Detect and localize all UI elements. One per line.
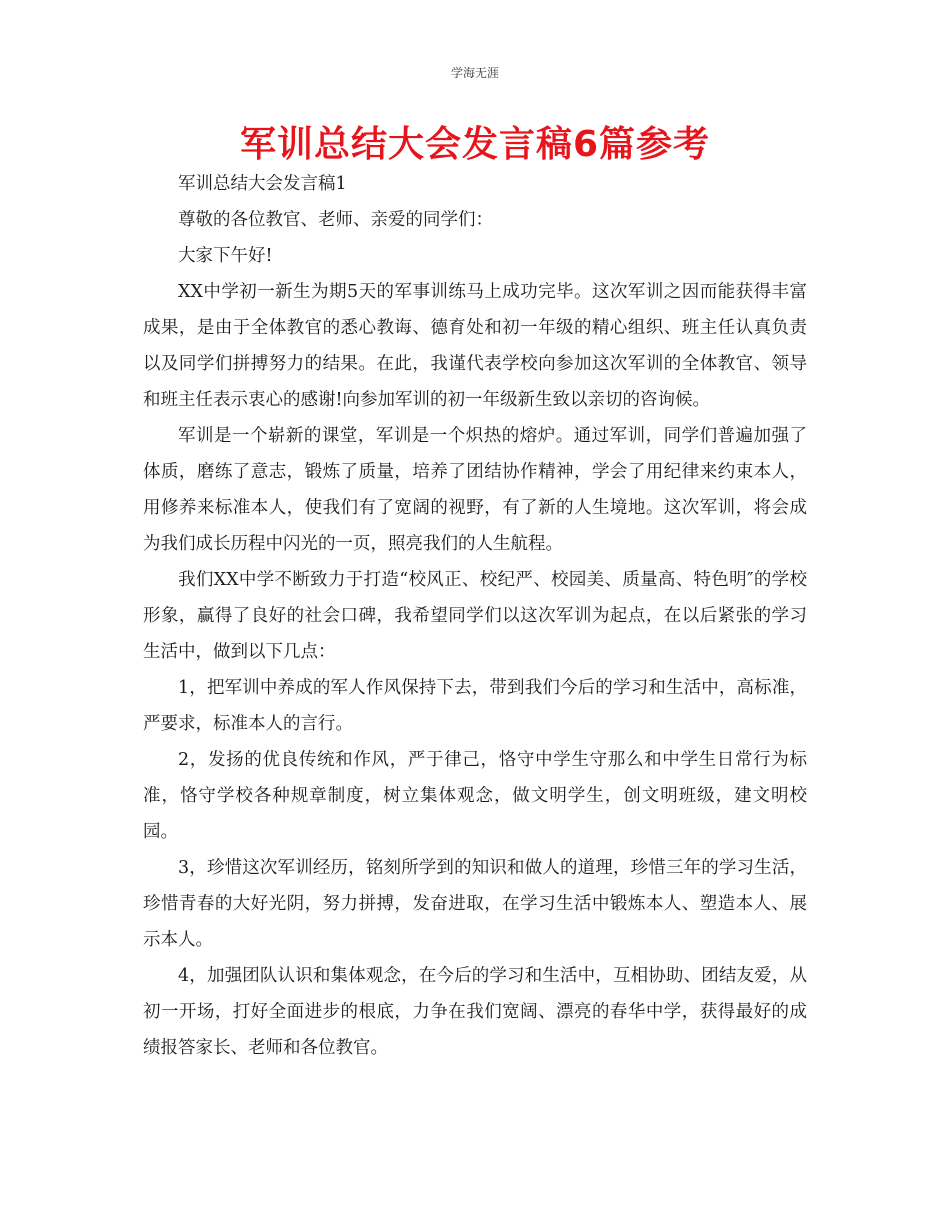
list-item: 4，加强团队认识和集体观念，在今后的学习和生活中，互相协助、团结友爱，从初一开场，打好全面进步的根底，力争在我们宽阔、漂亮的春华中学，获得最好的成绩报答家长、老师和各位教官。: [143, 966, 807, 1058]
greeting: 大家下午好!: [178, 246, 273, 266]
document-title: 军训总结大会发言稿6篇参考: [239, 124, 711, 165]
document-body: [143, 166, 807, 1066]
page-header-watermark: 学海无涯: [450, 66, 499, 80]
list-item: 3，珍惜这次军训经历，铭刻所学到的知识和做人的道理，珍惜三年的学习生活，珍惜青春的大好光阴，努力拼搏，发奋进取，在学习生活中锻炼本人、塑造本人、展示本人。: [143, 858, 807, 950]
body-paragraph: 军训是一个崭新的课堂，军训是一个炽热的熔炉。通过军训，同学们普遍加强了体质，磨练了意志，锻炼了质量，培养了团结协作精神，学会了用纪律来约束本人，用修养来标准本人，使我们有了宽阔的视野，有了新的人生境地。这次军训，将会成为我们成长历程中闪光的一页，照亮我们的人生航程。: [143, 426, 807, 554]
body-paragraph: XX中学初一新生为期5天的军事训练马上成功完毕。这次军训之因而能获得丰富成果，是由于全体教官的悉心教诲、德育处和初一年级的精心组织、班主任认真负责以及同学们拼搏努力的结果。在此，我谨代表学校向参加这次军训的全体教官、领导和班主任表示衷心的感谢!向参加军训的初一年级新生致以亲切的咨询候。: [143, 282, 807, 410]
speech-heading: 军训总结大会发言稿1: [178, 174, 347, 194]
salutation: 尊敬的各位教官、老师、亲爱的同学们：: [178, 210, 493, 230]
list-item: 2，发扬的优良传统和作风，严于律己，恪守中学生守那么和中学生日常行为标准，恪守学校各种规章制度，树立集体观念，做文明学生，创文明班级，建文明校园。: [143, 750, 807, 842]
body-paragraph: 我们XX中学不断致力于打造“校风正、校纪严、校园美、质量高、特色明″的学校形象，赢得了良好的社会口碑，我希望同学们以这次军训为起点，在以后紧张的学习生活中，做到以下几点：: [143, 570, 807, 662]
list-item: 1，把军训中养成的军人作风保持下去，带到我们今后的学习和生活中，高标准，严要求，标准本人的言行。: [143, 678, 807, 734]
